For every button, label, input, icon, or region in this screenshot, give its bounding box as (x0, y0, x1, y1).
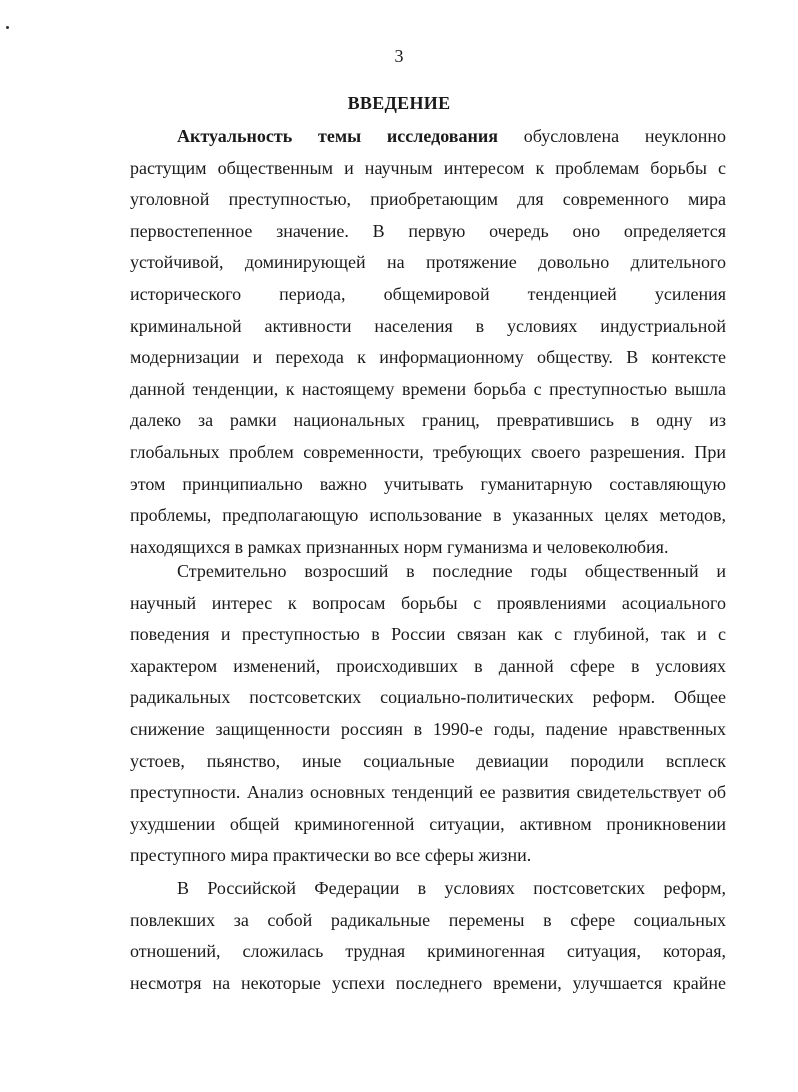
paragraph-line: проблемы, предполагающую использование в указанных целях методов, (130, 505, 726, 526)
paragraph-line (130, 121, 726, 153)
paragraph-line: исторического периода, общемировой тенденцией усиления (130, 283, 726, 304)
paragraph-line: криминальной активности населения в условиях индустриальной (130, 315, 726, 336)
paragraph-line: находящихся в рамках признанных норм гуманизма и человеколюбия. (130, 536, 669, 557)
paragraph-line: научный интерес к вопросам борьбы с проявлениями асоциального (130, 592, 726, 613)
section-heading: ВВЕДЕНИЕ (347, 93, 451, 113)
paragraph-line: устойчивой, доминирующей на протяжение довольно длительного (130, 252, 726, 273)
scan-speck (6, 26, 9, 29)
paragraph-line: преступного мира практически во все сферы жизни. (130, 845, 532, 866)
paragraph-line: устоев, пьянство, иные социальные девиации породили всплеск (130, 750, 726, 771)
paragraph-relevance (130, 121, 726, 563)
paragraph-line: характером изменений, происходивших в данной сфере в условиях (130, 655, 726, 676)
paragraph-line: снижение защищенности россиян в 1990-е годы, падение нравственных (130, 718, 726, 739)
paragraph-russia (130, 873, 726, 999)
paragraph-line: уголовной преступностью, приобретающим для современного мира (130, 189, 726, 210)
paragraph-line: Стремительно возросший в последние годы общественный и (177, 561, 726, 581)
paragraph-line: отношений, сложилась трудная криминогенная ситуация, которая, (130, 941, 726, 962)
paragraph-line: радикальных постсоветских социально-политических реформ. Общее (130, 687, 726, 708)
paragraph-line: данной тенденции, к настоящему времени борьба с преступностью вышла (130, 378, 726, 399)
paragraph-line: далеко за рамки национальных границ, превратившись в одну из (130, 410, 726, 431)
paragraph-line: глобальных проблем современности, требующих своего разрешения. При (130, 441, 726, 462)
paragraph-line: преступности. Анализ основных тенденций ее развития свидетельствует об (130, 782, 726, 803)
paragraph-line: первостепенное значение. В первую очередь оно определяется (130, 220, 726, 241)
paragraph-line: поведения и преступностью в России связан как с глубиной, так и с (130, 624, 726, 645)
relevance-lead: Актуальность темы исследования (177, 126, 498, 146)
paragraph-interest (130, 556, 726, 872)
relevance-lead-rest: обусловлена неуклонно (523, 126, 727, 146)
paragraph-line: ухудшении общей криминогенной ситуации, активном проникновении (130, 813, 726, 834)
paragraph-line: модернизации и перехода к информационному обществу. В контексте (130, 347, 726, 368)
paragraph-line: этом принципиально важно учитывать гуманитарную составляющую (130, 473, 726, 494)
page-number: 3 (394, 46, 404, 66)
paragraph-line: повлекших за собой радикальные перемены в сфере социальных (130, 909, 726, 930)
paragraph-line: В Российской Федерации в условиях постсоветских реформ, (177, 878, 726, 898)
paragraph-line: несмотря на некоторые успехи последнего времени, улучшается крайне (130, 972, 726, 993)
paragraph-line: растущим общественным и научным интересом к проблемам борьбы с (130, 157, 726, 178)
